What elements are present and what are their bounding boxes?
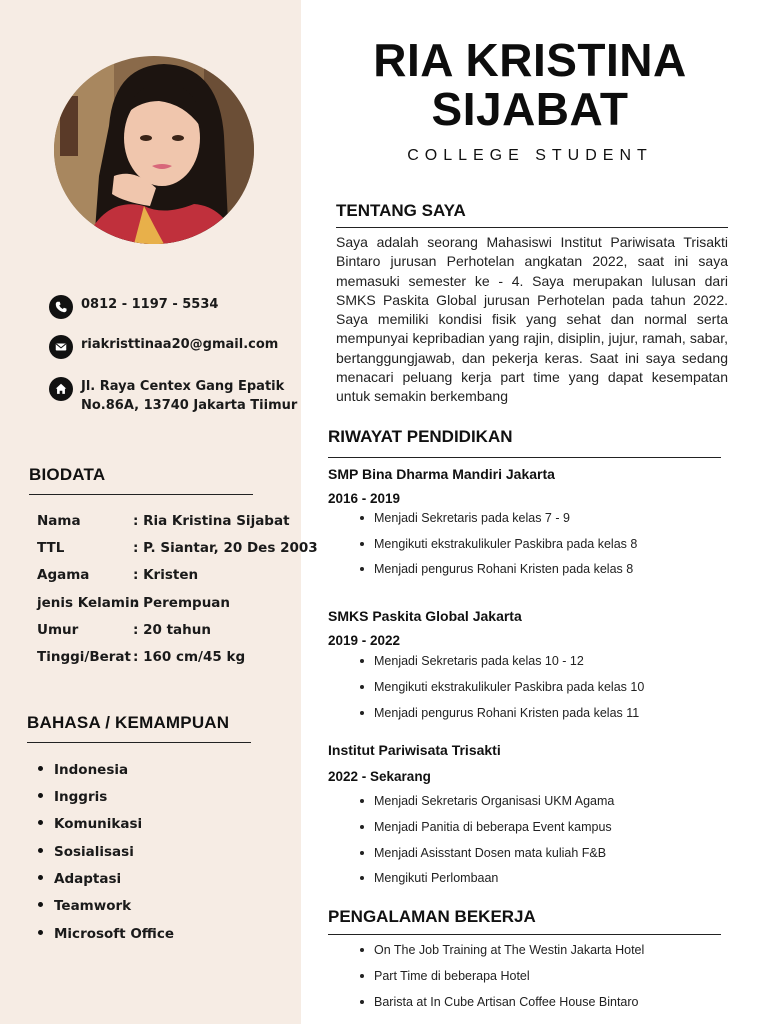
contact-email[interactable] (49, 335, 278, 359)
biodata-value: : Ria Kristina Sijabat (133, 513, 290, 529)
biodata-key: Tinggi/Berat (37, 649, 131, 665)
biodata-key: jenis Kelamin (37, 595, 140, 611)
skill-label: Microsoft Office (54, 926, 175, 942)
contact-address (49, 377, 297, 415)
skill-item (38, 898, 131, 914)
about-divider (336, 227, 728, 228)
experience-item: Part Time di beberapa Hotel (360, 969, 530, 983)
name-line-1: RIA KRISTINA (373, 34, 687, 86)
education-item: Menjadi pengurus Rohani Kristen pada kelas 11 (360, 706, 639, 720)
email-address: riakristtinaa20@gmail.com (81, 337, 279, 352)
school-name: SMKS Paskita Global Jakarta (328, 608, 522, 624)
address (81, 377, 297, 415)
education-item: Menjadi Sekretaris Organisasi UKM Agama (360, 794, 614, 808)
biodata-divider (29, 494, 253, 495)
contact-phone[interactable] (49, 295, 218, 319)
about-heading: TENTANG SAYA (336, 201, 466, 220)
education-item: Menjadi pengurus Rohani Kristen pada kelas 8 (360, 562, 633, 576)
skill-label: Komunikasi (54, 816, 143, 832)
experience-divider (328, 934, 721, 935)
skill-item (38, 844, 134, 860)
biodata-value: : Perempuan (133, 595, 231, 611)
skill-item (38, 789, 107, 805)
home-icon (49, 377, 73, 401)
education-item: Menjadi Sekretaris pada kelas 10 - 12 (360, 654, 584, 668)
about-text: Saya adalah seorang Mahasiswi Institut Pariwisata Trisakti Bintaro jurusan Perhotelan angkatan 2022, saat ini saya memasuki semester ke - 4. Saya merupakan lulusan dari SMKS Paskita Global jurusan Perhotelan pada tahun 2022. Saya memiliki kondisi fisik yang sehat dan normal serta mempunyai kepribadian yang rajin, disiplin, jujur, ramah, sabar, bertanggungjawab, dan pekerja keras. Saat ini saya sedang menacari peluang kerja part time yang dapat kesempatan untuk semakin berkembang (336, 234, 728, 405)
school-years: 2022 - Sekarang (328, 769, 431, 784)
skill-label: Adaptasi (54, 871, 122, 887)
education-item: Menjadi Asisstant Dosen mata kuliah F&B (360, 846, 606, 860)
biodata-value: : 160 cm/45 kg (133, 649, 246, 665)
education-item: Menjadi Sekretaris pada kelas 7 - 9 (360, 511, 570, 525)
skills-heading: BAHASA / KEMAMPUAN (27, 713, 230, 732)
biodata-key: Umur (37, 622, 79, 638)
skill-item (38, 816, 142, 832)
full-name (330, 36, 730, 134)
phone-number: 0812 - 1197 - 5534 (81, 297, 219, 312)
job-title: COLLEGE STUDENT (407, 147, 653, 164)
skill-label: Indonesia (54, 762, 129, 778)
address-line-2: No.86A, 13740 Jakarta Tiimur (81, 398, 298, 413)
experience-heading: PENGALAMAN BEKERJA (328, 907, 536, 926)
biodata-heading: BIODATA (29, 465, 106, 484)
biodata-value: : P. Siantar, 20 Des 2003 (133, 540, 318, 556)
education-divider (328, 457, 721, 458)
skill-label: Teamwork (54, 898, 132, 914)
biodata-value: : 20 tahun (133, 622, 211, 638)
education-item: Mengikuti ekstrakulikuler Paskibra pada kelas 8 (360, 537, 637, 551)
school-name: Institut Pariwisata Trisakti (328, 742, 501, 758)
envelope-icon (49, 335, 73, 359)
biodata-key: TTL (37, 540, 65, 556)
education-item: Menjadi Panitia di beberapa Event kampus (360, 820, 612, 834)
skills-divider (27, 742, 251, 743)
school-years: 2019 - 2022 (328, 633, 401, 648)
school-name: SMP Bina Dharma Mandiri Jakarta (328, 466, 555, 482)
skill-label: Sosialisasi (54, 844, 134, 860)
biodata-key: Agama (37, 567, 90, 583)
experience-item: On The Job Training at The Westin Jakarta Hotel (360, 943, 644, 957)
experience-item: Barista at In Cube Artisan Coffee House Bintaro (360, 995, 639, 1009)
skill-label: Inggris (54, 789, 108, 805)
profile-photo (54, 56, 254, 244)
address-line-1: Jl. Raya Centex Gang Epatik (81, 379, 285, 394)
education-heading: RIWAYAT PENDIDIKAN (328, 427, 513, 446)
biodata-value: : Kristen (133, 567, 199, 583)
name-line-2: SIJABAT (431, 83, 629, 135)
biodata-key: Nama (37, 513, 81, 529)
skill-item (38, 762, 128, 778)
skill-item (38, 926, 174, 942)
skill-item (38, 871, 121, 887)
education-item: Mengikuti ekstrakulikuler Paskibra pada kelas 10 (360, 680, 644, 694)
school-years: 2016 - 2019 (328, 491, 401, 506)
education-item: Mengikuti Perlombaan (360, 871, 498, 885)
phone-icon (49, 295, 73, 319)
